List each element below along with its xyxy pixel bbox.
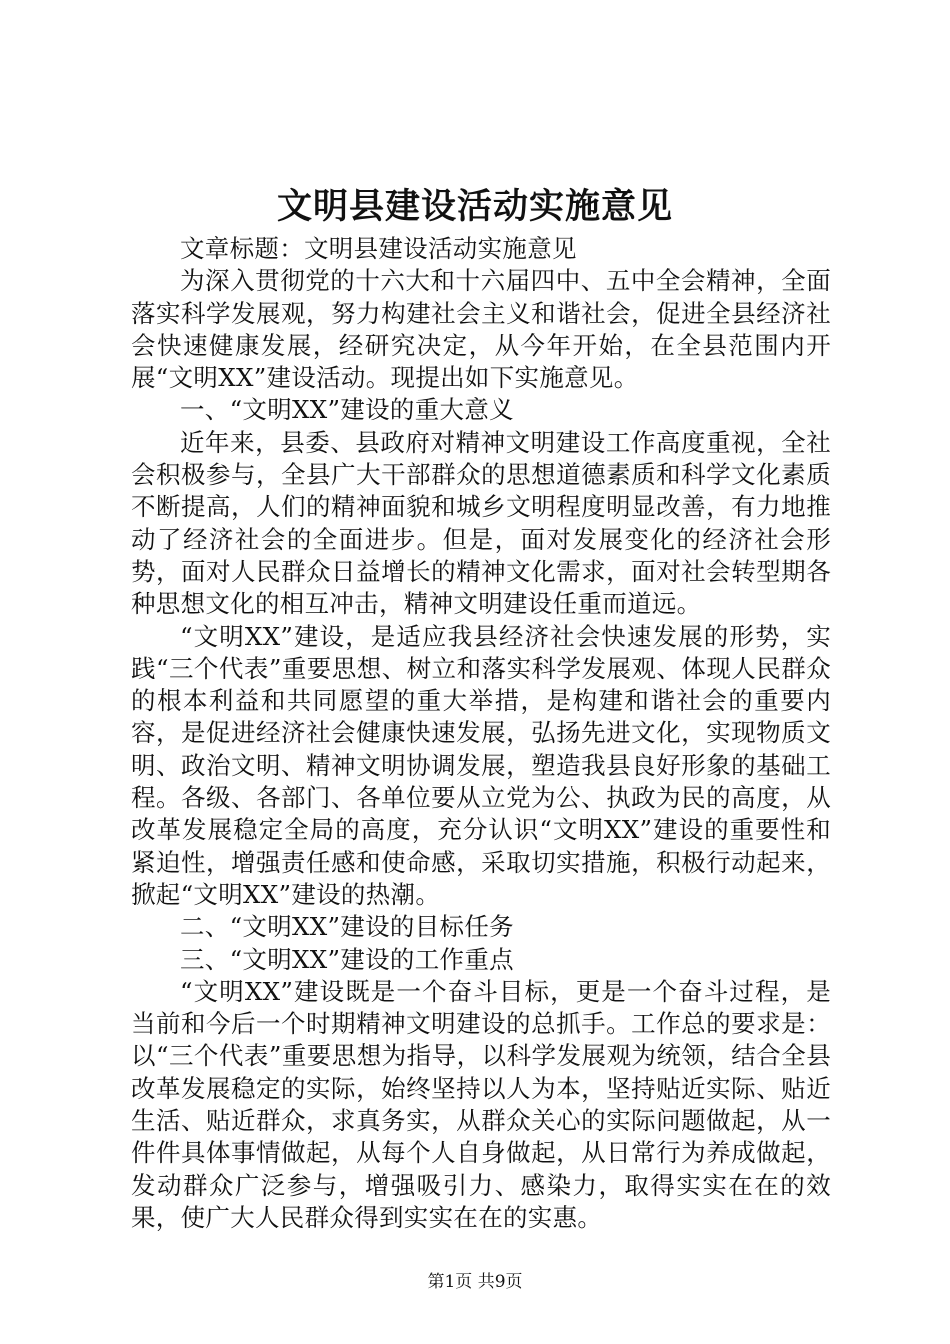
article-title-line: 文章标题：文明县建设活动实施意见: [180, 234, 577, 263]
body-paragraph: “文明XX”建设既是一个奋斗目标，更是一个奋斗过程，是当前和今后一个时期精神文明建设的总抓手。工作总的要求是：以“三个代表”重要思想为指导，以科学发展观为统领，结合全县改革发展稳定的实际，始终坚持以人为本，坚持贴近实际、贴近生活、贴近群众，求真务实，从群众关心的实际问题做起，从一件件具体事情做起，从每个人自身做起，从日常行为养成做起，发动群众广泛参与，增强吸引力、感染力，取得实实在在的效果，使广大人民群众得到实实在在的实惠。: [131, 976, 832, 1232]
section-heading-3: 三、“文明XX”建设的工作重点: [180, 944, 514, 974]
body-paragraph: 近年来，县委、县政府对精神文明建设工作高度重视，全社会积极参与，全县广大干部群众的思想道德素质和科学文化素质不断提高，人们的精神面貌和城乡文明程度明显改善，有力地推动了经济社会的全面进步。但是，面对发展变化的经济社会形势，面对人民群众日益增长的精神文化需求，面对社会转型期各种思想文化的相互冲击，精神文明建设任重而道远。: [131, 427, 831, 619]
page-number: 第1页 共9页: [427, 1272, 523, 1292]
intro-paragraph: 为深入贯彻党的十六大和十六届四中、五中全会精神，全面落实科学发展观，努力构建社会主义和谐社会，促进全县经济社会快速健康发展，经研究决定，从今年开始，在全县范围内开展“文明XX”建设活动。现提出如下实施意见。: [131, 266, 831, 393]
document-body: [131, 233, 831, 1234]
section-heading-2: 二、“文明XX”建设的目标任务: [180, 912, 514, 942]
document-title: 文明县建设活动实施意见: [276, 186, 673, 227]
body-paragraph: “文明XX”建设，是适应我县经济社会快速发展的形势，实践“三个代表”重要思想、树立和落实科学发展观、体现人民群众的根本利益和共同愿望的重大举措，是构建和谐社会的重要内容，是促进经济社会健康快速发展，弘扬先进文化，实现物质文明、政治文明、精神文明协调发展，塑造我县良好形象的基础工程。各级、各部门、各单位要从立党为公、执政为民的高度，从改革发展稳定全局的高度，充分认识“文明XX”建设的重要性和紧迫性，增强责任感和使命感，采取切实措施，积极行动起来，掀起“文明XX”建设的热潮。: [131, 621, 832, 909]
section-heading-1: 一、“文明XX”建设的重大意义: [180, 395, 514, 425]
page-footer: [0, 1271, 950, 1293]
